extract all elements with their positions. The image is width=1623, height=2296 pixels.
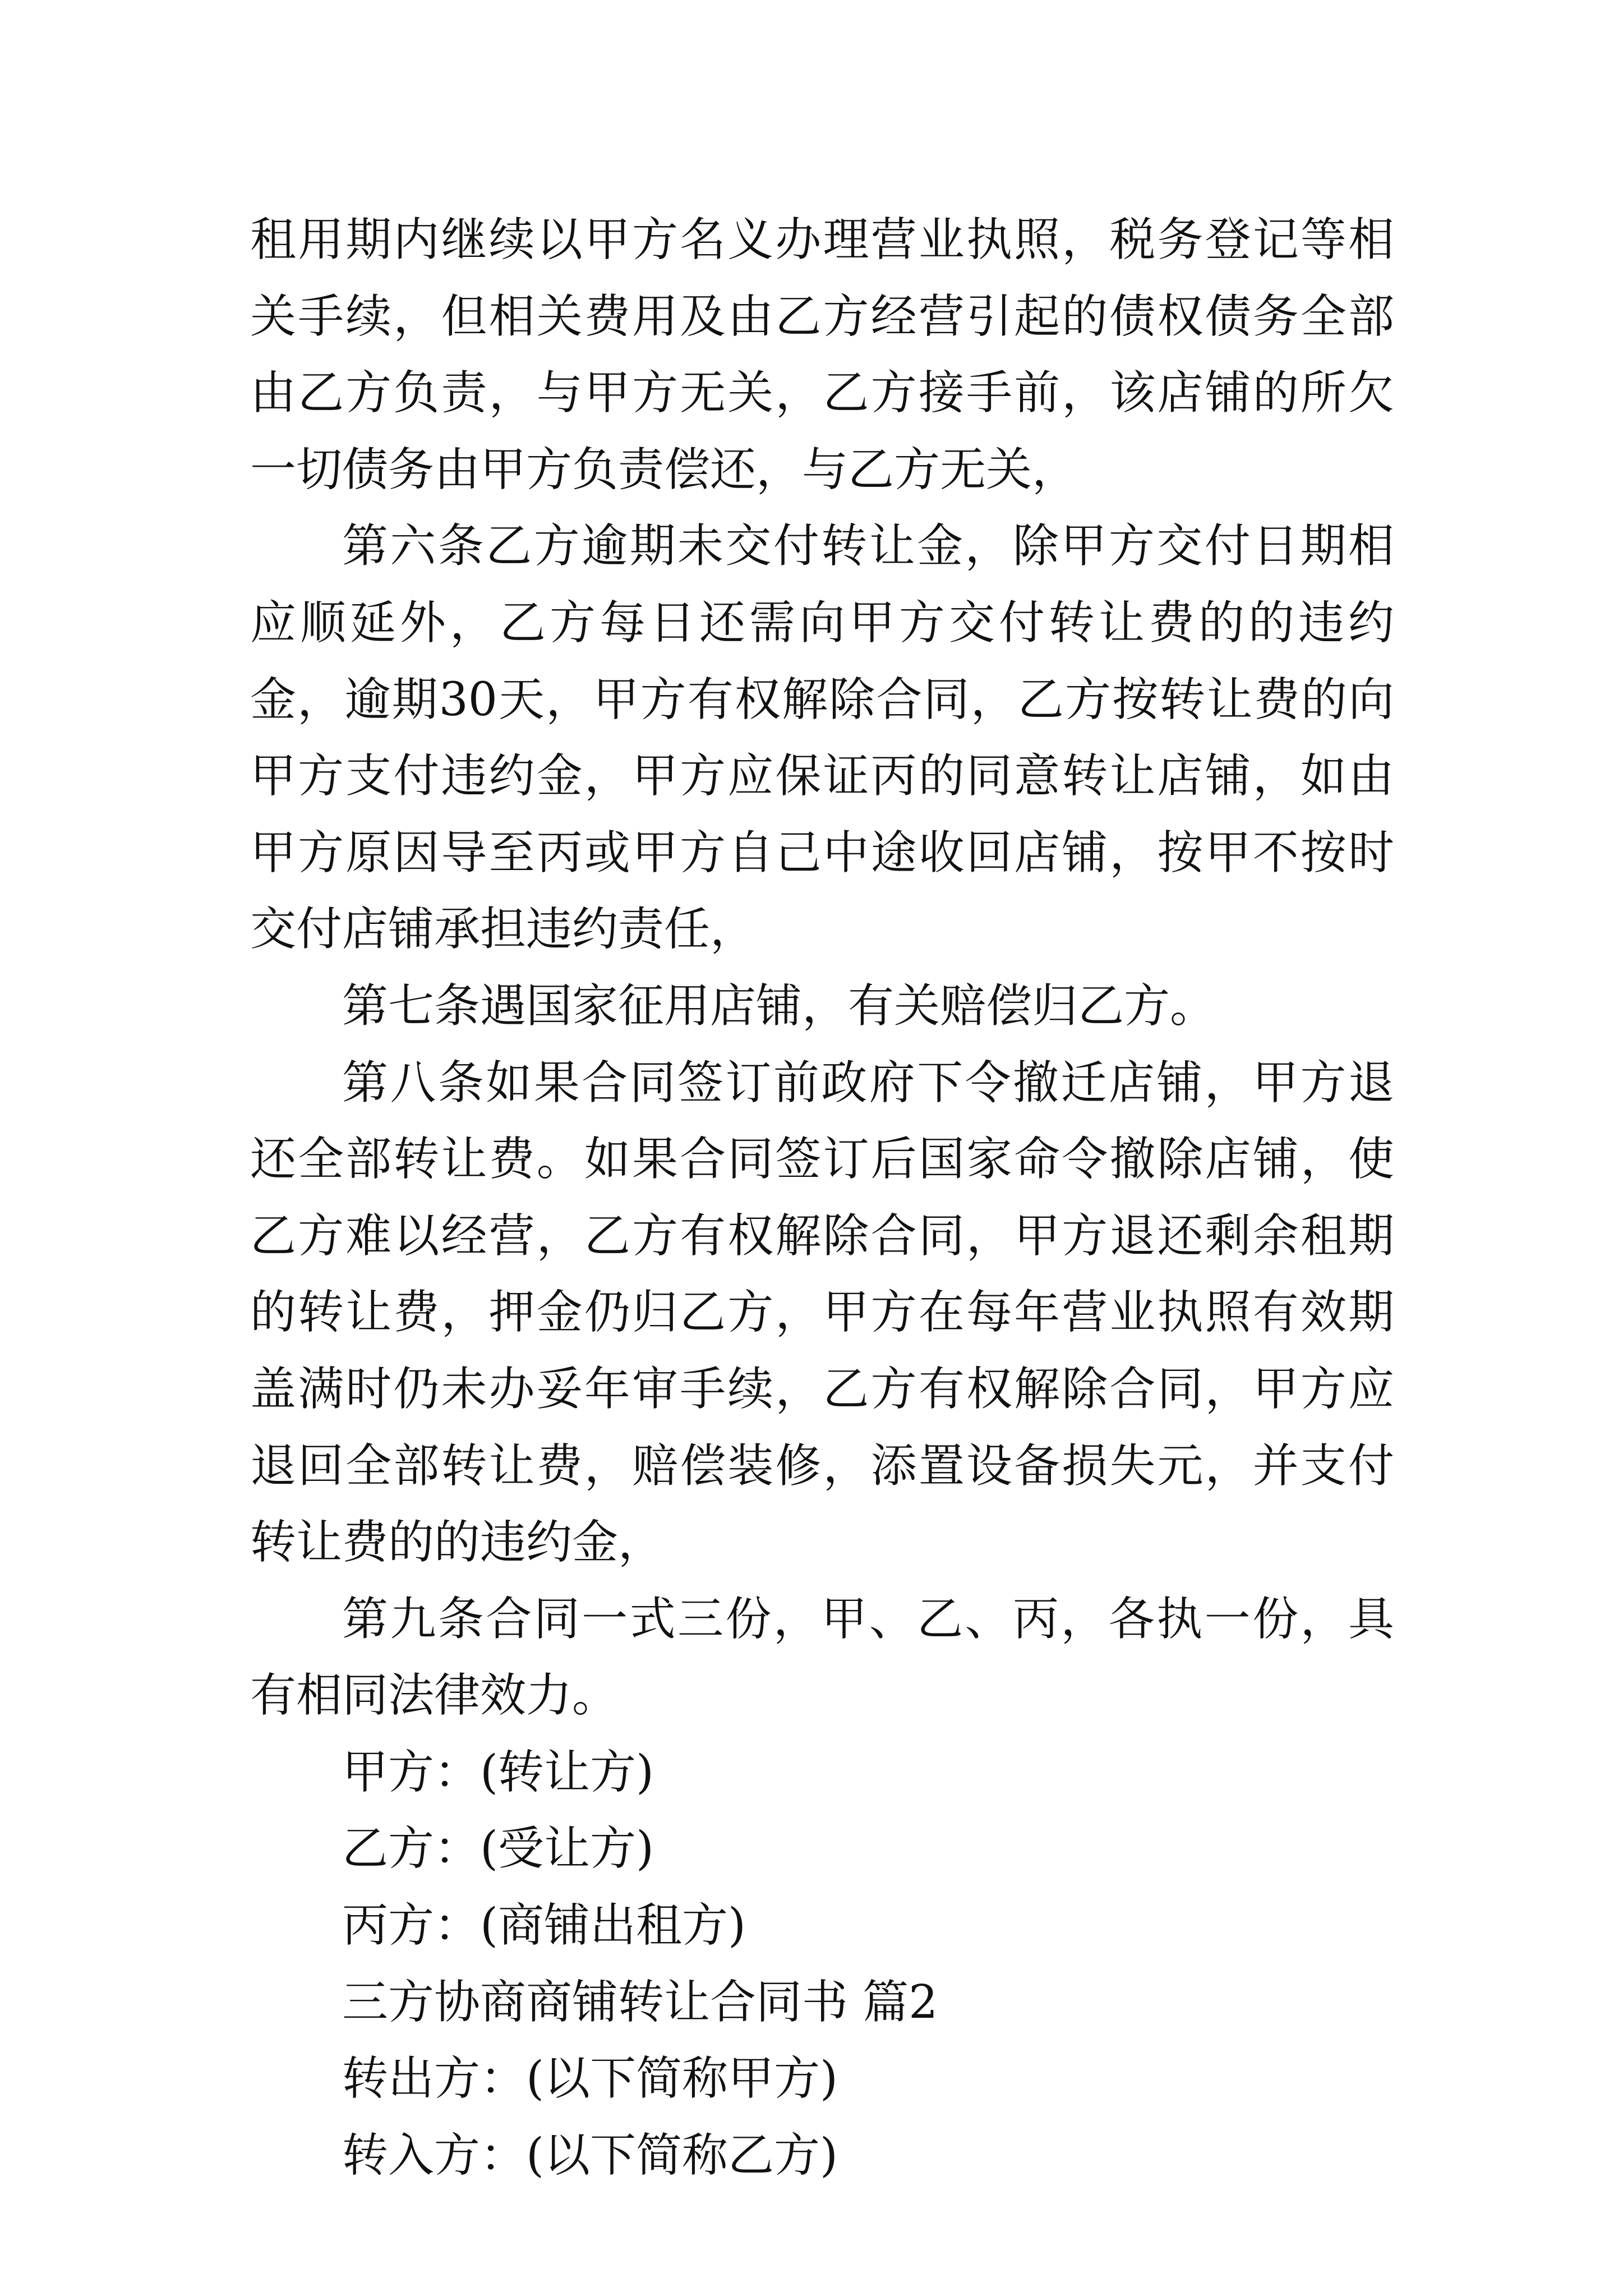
transferee-line: 转入方：(以下简称乙方) xyxy=(342,2128,838,2182)
paragraph-article-8: 第八条如果合同签订前政府下令撤迁店铺，甲方退还全部转让费。如果合同签订后国家命令撤除店铺，使乙方难以经营，乙方有权解除合同，甲方退还剩余租期的转让费，押金仍归乙方，甲方在每年营业执照有效期盖满时仍未办妥年审手续，乙方有权解除合同，甲方应退回全部转让费，赔偿装修，添置设备损失元，并支付转让费的的违约金， xyxy=(250,1056,1394,1570)
transferor-line: 转出方：(以下简称甲方) xyxy=(342,2052,838,2106)
paragraph-article-6: 第六条乙方逾期未交付转让金，除甲方交付日期相应顺延外，乙方每日还需向甲方交付转让费的的违约金，逾期30天，甲方有权解除合同，乙方按转让费的向甲方支付违约金，甲方应保证丙的同意转让店铺，如由甲方原因导至丙或甲方自己中途收回店铺，按甲不按时交付店铺承担违约责任， xyxy=(250,519,1394,956)
document-body xyxy=(250,202,1394,2194)
party-b-line: 乙方：(受让方) xyxy=(342,1822,654,1876)
paragraph-continuation: 租用期内继续以甲方名义办理营业执照，税务登记等相关手续，但相关费用及由乙方经营引起的债权债务全部由乙方负责，与甲方无关，乙方接手前，该店铺的所欠一切债务由甲方负责偿还，与乙方无关， xyxy=(250,213,1394,496)
party-c-line: 丙方：(商铺出租方) xyxy=(342,1899,746,1953)
section-heading: 三方协商商铺转让合同书 篇2 xyxy=(342,1975,938,2029)
paragraph-article-9: 第九条合同一式三份，甲、乙、丙，各执一份，具有相同法律效力。 xyxy=(250,1592,1394,1723)
paragraph-article-7: 第七条遇国家征用店铺，有关赔偿归乙方。 xyxy=(342,979,1216,1033)
party-a-line: 甲方：(转让方) xyxy=(342,1745,654,1799)
